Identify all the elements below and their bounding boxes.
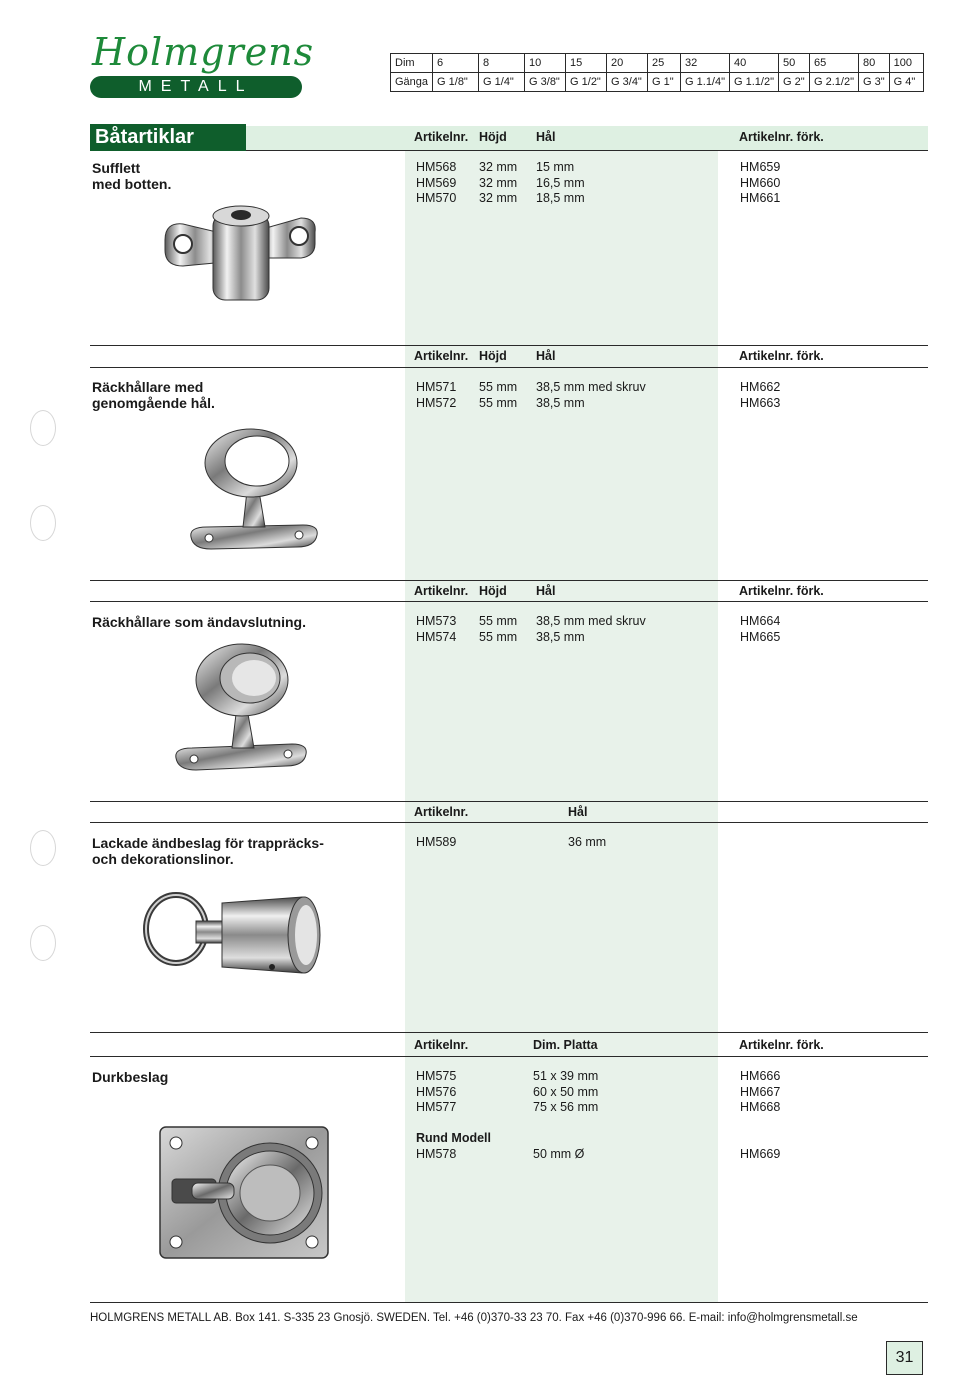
table-cell: 60 x 50 mm	[533, 1084, 599, 1099]
col-header-artikelnr: Artikelnr.	[414, 805, 469, 819]
table-cell: HM660	[740, 175, 781, 190]
hole-values	[536, 614, 646, 645]
punch-hole	[30, 925, 56, 961]
divider	[90, 822, 928, 823]
col-header-fork: Artikelnr. förk.	[739, 130, 824, 144]
thread-cell: G 1"	[648, 73, 681, 92]
table-cell: 15 mm	[536, 160, 575, 174]
table-cell: HM568	[416, 160, 457, 174]
company-logo	[90, 30, 315, 102]
table-cell: 75 x 56 mm	[533, 1100, 599, 1114]
sufflett-fitting-image	[155, 200, 325, 310]
section-title	[92, 614, 306, 630]
table-cell: HM578	[416, 1147, 457, 1161]
punch-hole	[30, 410, 56, 446]
table-cell: HM662	[740, 380, 781, 394]
section-title	[92, 379, 215, 411]
table-cell: HM589	[416, 835, 457, 849]
logo-bar: METALL	[90, 76, 302, 98]
thread-cell: G 3/4"	[607, 73, 648, 92]
table-cell: HM569	[416, 175, 457, 190]
rail-holder-through-image	[185, 425, 325, 560]
dim-cell: 25	[648, 54, 681, 73]
col-header-hojd: Höjd	[479, 349, 507, 363]
hole-values	[568, 835, 606, 851]
dim-cell: 80	[859, 54, 890, 73]
dim-cell: 6	[433, 54, 479, 73]
fork-values	[740, 614, 780, 645]
section-title-line: genomgående hål.	[92, 395, 215, 411]
col-header-dim-platta: Dim. Platta	[533, 1038, 598, 1052]
dim-values	[533, 1069, 598, 1116]
section-title-line: med botten.	[92, 176, 172, 192]
table-cell: 55 mm	[479, 614, 518, 628]
dim-cell: 40	[730, 54, 779, 73]
thread-cell: G 1.1/4"	[681, 73, 730, 92]
art-number	[416, 380, 456, 411]
divider	[90, 367, 928, 368]
table-cell: HM570	[416, 191, 457, 205]
footer-address: HOLMGRENS METALL AB. Box 141. S-335 23 Gnosjö. SWEDEN. Tel. +46 (0)370-33 23 70. Fax +46 (0)370-996 66. E-mail: info@holmgrensmetall.se	[90, 1312, 858, 1324]
table-cell: 38,5 mm	[536, 629, 585, 644]
art-number	[416, 835, 456, 851]
table-cell: 55 mm	[479, 395, 518, 410]
dim-cell: 10	[525, 54, 566, 73]
rail-holder-end-image	[170, 640, 315, 780]
table-cell: HM668	[740, 1100, 781, 1114]
art-number	[416, 614, 456, 645]
col-header-fork: Artikelnr. förk.	[739, 584, 824, 598]
thread-cell: G 1.1/2"	[730, 73, 779, 92]
table-cell: HM575	[416, 1069, 457, 1083]
section-title-line: Lackade ändbeslag för trappräcks-	[92, 835, 324, 851]
dim-row	[391, 54, 924, 73]
divider	[90, 1032, 928, 1033]
section-title-line: Durkbeslag	[92, 1069, 169, 1085]
col-header-artikelnr: Artikelnr.	[414, 584, 469, 598]
col-header-artikelnr: Artikelnr.	[414, 349, 469, 363]
data-column-background	[405, 150, 718, 1302]
col-header-hal: Hål	[568, 805, 588, 819]
table-cell: 36 mm	[568, 835, 607, 849]
section-title-line: Sufflett	[92, 160, 141, 176]
table-cell: HM659	[740, 160, 781, 174]
divider	[90, 580, 928, 581]
divider	[90, 601, 928, 602]
dim-cell: 100	[889, 54, 923, 73]
col-header-artikelnr: Artikelnr.	[414, 130, 469, 144]
dim-cell: 50	[779, 54, 810, 73]
divider	[90, 801, 928, 802]
dim-cell: 8	[479, 54, 525, 73]
table-cell: 18,5 mm	[536, 191, 585, 205]
table-cell: HM571	[416, 380, 457, 394]
col-header-hal: Hål	[536, 584, 556, 598]
table-cell: 50 mm Ø	[533, 1147, 585, 1161]
divider	[90, 345, 928, 346]
divider	[90, 1056, 928, 1057]
art-number	[416, 1069, 456, 1116]
thread-cell: G 2"	[779, 73, 810, 92]
thread-cell: G 2.1/2"	[810, 73, 859, 92]
col-header-hojd: Höjd	[479, 130, 507, 144]
table-cell: 16,5 mm	[536, 175, 585, 190]
fork-values	[740, 380, 780, 411]
section-title	[92, 1069, 168, 1085]
thread-cell: G 1/4"	[479, 73, 525, 92]
end-fitting-ring-image	[140, 885, 330, 995]
table-cell: HM666	[740, 1069, 781, 1083]
table-cell: 32 mm	[479, 160, 518, 174]
punch-hole	[30, 505, 56, 541]
table-cell: 32 mm	[479, 175, 518, 190]
divider	[90, 1302, 928, 1303]
table-cell: HM665	[740, 629, 781, 644]
section-title-line: och dekorationslinor.	[92, 851, 234, 867]
section-title	[92, 835, 324, 867]
table-cell: HM572	[416, 395, 457, 410]
thread-row	[391, 73, 924, 92]
height-values	[479, 380, 517, 411]
art-number	[416, 160, 456, 207]
flush-ring-image	[158, 1125, 330, 1260]
col-header-fork: Artikelnr. förk.	[739, 349, 824, 363]
section-title	[92, 160, 171, 192]
logo-script: Holmgrens	[92, 30, 315, 74]
dim-label: Dim	[391, 54, 433, 73]
table-cell: HM574	[416, 629, 457, 644]
thread-cell: G 3"	[859, 73, 890, 92]
table-cell: HM576	[416, 1084, 457, 1099]
dim-cell: 32	[681, 54, 730, 73]
table-cell: 38,5 mm med skruv	[536, 614, 646, 628]
table-cell: 38,5 mm med skruv	[536, 380, 646, 394]
height-values	[479, 160, 517, 207]
section-title-line: Räckhållare med	[92, 379, 204, 395]
table-cell: 38,5 mm	[536, 395, 585, 410]
col-header-hal: Hål	[536, 130, 556, 144]
page-title: Båtartiklar	[90, 124, 246, 151]
ganga-label: Gänga	[391, 73, 433, 92]
table-cell: 51 x 39 mm	[533, 1069, 599, 1083]
subheading-round-model: Rund Modell	[416, 1131, 491, 1145]
hole-values	[536, 380, 646, 411]
table-cell: HM669	[740, 1147, 781, 1161]
hole-values	[536, 160, 585, 207]
thread-cell: G 3/8"	[525, 73, 566, 92]
table-cell: HM667	[740, 1084, 781, 1099]
table-cell: 55 mm	[479, 380, 518, 394]
dim-cell: 65	[810, 54, 859, 73]
page-number: 31	[886, 1341, 923, 1375]
table-cell: HM577	[416, 1100, 457, 1114]
table-cell: HM573	[416, 614, 457, 628]
fork-values	[740, 160, 780, 207]
punch-hole	[30, 830, 56, 866]
table-cell: HM664	[740, 614, 781, 628]
section-title-line: Räckhållare som ändavslutning.	[92, 614, 306, 630]
dim-cell: 20	[607, 54, 648, 73]
col-header-hal: Hål	[536, 349, 556, 363]
fork-values	[740, 1069, 780, 1116]
thread-cell: G 1/2"	[566, 73, 607, 92]
thread-cell: G 4"	[889, 73, 923, 92]
height-values	[479, 614, 517, 645]
table-cell: HM661	[740, 191, 781, 205]
dimension-table	[390, 53, 924, 92]
col-header-artikelnr: Artikelnr.	[414, 1038, 469, 1052]
col-header-hojd: Höjd	[479, 584, 507, 598]
table-cell: 32 mm	[479, 191, 518, 205]
table-cell: HM663	[740, 395, 781, 410]
thread-cell: G 1/8"	[433, 73, 479, 92]
table-cell: 55 mm	[479, 629, 518, 644]
col-header-fork: Artikelnr. förk.	[739, 1038, 824, 1052]
dim-cell: 15	[566, 54, 607, 73]
